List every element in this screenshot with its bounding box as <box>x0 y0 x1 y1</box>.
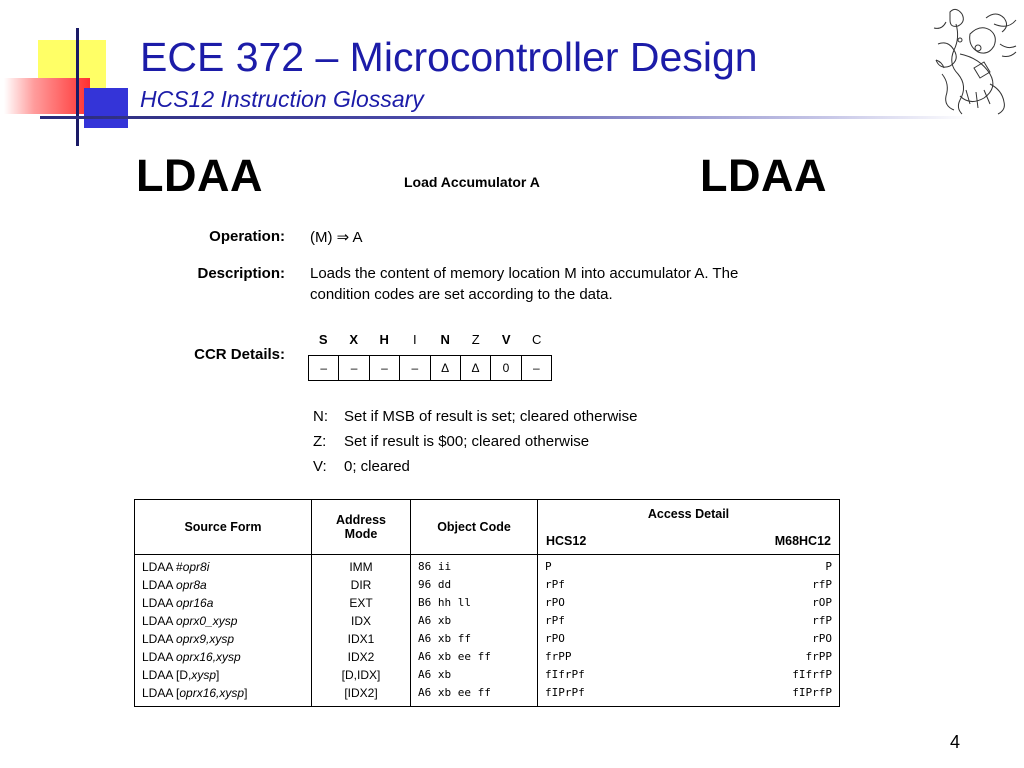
access-detail-cell <box>545 594 832 612</box>
source-operand: opr8a <box>176 578 207 592</box>
access-m68hc12: frPP <box>805 650 832 663</box>
source-operand: oprx0_xysp <box>176 614 238 628</box>
object-code-cell: 86 ii <box>418 560 452 573</box>
source-operand: oprx16,xysp <box>176 650 241 664</box>
source-mnemonic: LDAA <box>142 596 177 610</box>
ccr-value: 0 <box>491 356 521 380</box>
address-mode-cell: IMM <box>349 560 373 574</box>
object-code-cell: A6 xb <box>418 668 452 681</box>
source-form-cell <box>142 612 304 630</box>
ccr-flag: C <box>532 332 542 347</box>
ccr-value: – <box>532 361 540 375</box>
source-form-cell <box>142 666 304 684</box>
ccr-flag: I <box>412 332 417 347</box>
ccr-note-flag: N: <box>313 408 328 425</box>
object-code-cell: B6 hh ll <box>418 596 471 609</box>
description-label: Description: <box>197 265 285 282</box>
ccr-value-row <box>308 355 552 381</box>
object-code-cell: A6 xb ee ff <box>418 650 491 663</box>
header-decoration-vertical-line <box>76 28 79 146</box>
mnemonic-right: LDAA <box>700 150 827 201</box>
ccr-flag: Z <box>471 332 480 347</box>
source-suffix: ] <box>216 668 220 682</box>
source-operand: xysp <box>191 668 217 682</box>
source-operand: oprx9,xysp <box>176 632 235 646</box>
ccr-flag-header <box>308 332 552 347</box>
ccr-notes <box>313 404 637 479</box>
description-line-2: condition codes are set according to the data. <box>310 286 613 303</box>
header-address-mode <box>312 500 411 555</box>
source-form-cell <box>142 576 304 594</box>
ccr-note-flag: V: <box>313 458 327 475</box>
access-m68hc12: rfP <box>812 578 832 591</box>
access-detail-cell <box>545 684 832 702</box>
access-detail-cell <box>545 630 832 648</box>
access-detail-cell <box>545 612 832 630</box>
object-code-cell: A6 xb <box>418 614 452 627</box>
table-body-row <box>135 555 840 707</box>
ccr-flag: H <box>379 332 389 347</box>
access-hcs12: rPf <box>545 578 565 591</box>
ccr-value: Δ <box>461 356 491 380</box>
access-hcs12: frPP <box>545 650 572 663</box>
address-mode-cell: IDX <box>350 614 371 628</box>
header-access-detail: Access Detail <box>538 500 840 529</box>
source-form-cell <box>142 630 304 648</box>
header-source-form: Source Form <box>135 500 312 555</box>
instruction-name: Load Accumulator A <box>404 174 540 190</box>
access-detail-cell <box>545 576 832 594</box>
source-form-cell <box>142 594 304 612</box>
ccr-note <box>313 429 637 454</box>
object-code-cell: 96 dd <box>418 578 452 591</box>
source-mnemonic: LDAA # <box>142 560 183 574</box>
access-m68hc12: rfP <box>812 614 832 627</box>
header-address-mode-line-1: Address <box>335 513 387 527</box>
source-operand: oprx16,xysp <box>179 686 245 700</box>
source-operand: opr16a <box>176 596 214 610</box>
access-m68hc12: fIfrfP <box>792 668 832 681</box>
page-number: 4 <box>950 732 961 752</box>
source-suffix: ] <box>244 686 248 700</box>
ccr-flag: X <box>349 332 359 347</box>
source-form-cell <box>142 648 304 666</box>
address-mode-cell: IDX2 <box>347 650 375 664</box>
header-access-detail-columns <box>538 528 840 555</box>
header-object-code: Object Code <box>411 500 538 555</box>
access-hcs12: P <box>545 560 552 573</box>
source-form-column <box>135 555 312 707</box>
sketch-logo-icon <box>930 4 1022 116</box>
address-mode-cell: IDX1 <box>347 632 375 646</box>
address-mode-cell: [D,IDX] <box>341 668 381 682</box>
ccr-note-text: Set if MSB of result is set; cleared otherwise <box>344 408 638 425</box>
ccr-flag: S <box>318 332 328 347</box>
header-address-mode-line-2: Mode <box>344 527 378 541</box>
access-detail-cell <box>545 648 832 666</box>
operation-label: Operation: <box>209 228 285 245</box>
object-code-cell: A6 xb ee ff <box>418 686 491 699</box>
source-operand: opr8i <box>182 560 210 574</box>
source-form-cell <box>142 558 304 576</box>
ccr-note-flag: Z: <box>313 433 327 450</box>
source-mnemonic: LDAA <box>142 578 177 592</box>
address-mode-column <box>312 555 411 707</box>
ccr-value: Δ <box>431 356 461 380</box>
access-hcs12: fIfrPf <box>545 668 585 681</box>
header-m68hc12: M68HC12 <box>774 534 831 548</box>
access-m68hc12: P <box>825 560 832 573</box>
ccr-value: – <box>309 356 339 380</box>
header-divider-line <box>40 116 970 119</box>
access-m68hc12: rOP <box>812 596 832 609</box>
ccr-value: – <box>370 356 400 380</box>
ccr-value: – <box>400 356 430 380</box>
ccr-label: CCR Details: <box>194 346 285 363</box>
access-hcs12: rPf <box>545 614 565 627</box>
ccr-value: – <box>339 356 369 380</box>
operation-value: (M) ⇒ A <box>310 229 363 246</box>
source-form-cell <box>142 684 304 702</box>
access-detail-cell <box>545 558 832 576</box>
ccr-note-text: Set if result is $00; cleared otherwise <box>344 433 590 450</box>
slide-subtitle: HCS12 Instruction Glossary <box>140 86 424 112</box>
access-hcs12: rPO <box>545 596 565 609</box>
access-m68hc12: fIPrfP <box>792 686 832 699</box>
access-m68hc12: rPO <box>812 632 832 645</box>
source-mnemonic: LDAA [ <box>142 686 180 700</box>
address-mode-cell: [IDX2] <box>344 686 378 700</box>
addressing-mode-table <box>134 499 840 707</box>
mnemonic-left: LDAA <box>136 150 263 201</box>
slide-title: ECE 372 – Microcontroller Design <box>140 34 758 80</box>
address-mode-cell: DIR <box>350 578 372 592</box>
address-mode-cell: EXT <box>349 596 373 610</box>
header-hcs12: HCS12 <box>546 534 587 548</box>
ccr-flag: V <box>501 332 511 347</box>
access-hcs12: rPO <box>545 632 565 645</box>
ccr-note <box>313 404 637 429</box>
source-mnemonic: LDAA [D, <box>142 668 192 682</box>
object-code-cell: A6 xb ff <box>418 632 471 645</box>
ccr-note-text: 0; cleared <box>344 458 410 475</box>
ccr-flag: N <box>440 332 450 347</box>
access-detail-cell <box>545 666 832 684</box>
source-mnemonic: LDAA <box>142 650 177 664</box>
object-code-column <box>411 555 538 707</box>
ccr-note <box>313 454 637 479</box>
description-line-1: Loads the content of memory location M into accumulator A. The <box>310 265 739 282</box>
source-mnemonic: LDAA <box>142 614 177 628</box>
source-mnemonic: LDAA <box>142 632 177 646</box>
access-hcs12: fIPrPf <box>545 686 585 699</box>
header-decoration-blue <box>84 88 128 128</box>
access-detail-column <box>538 555 840 707</box>
